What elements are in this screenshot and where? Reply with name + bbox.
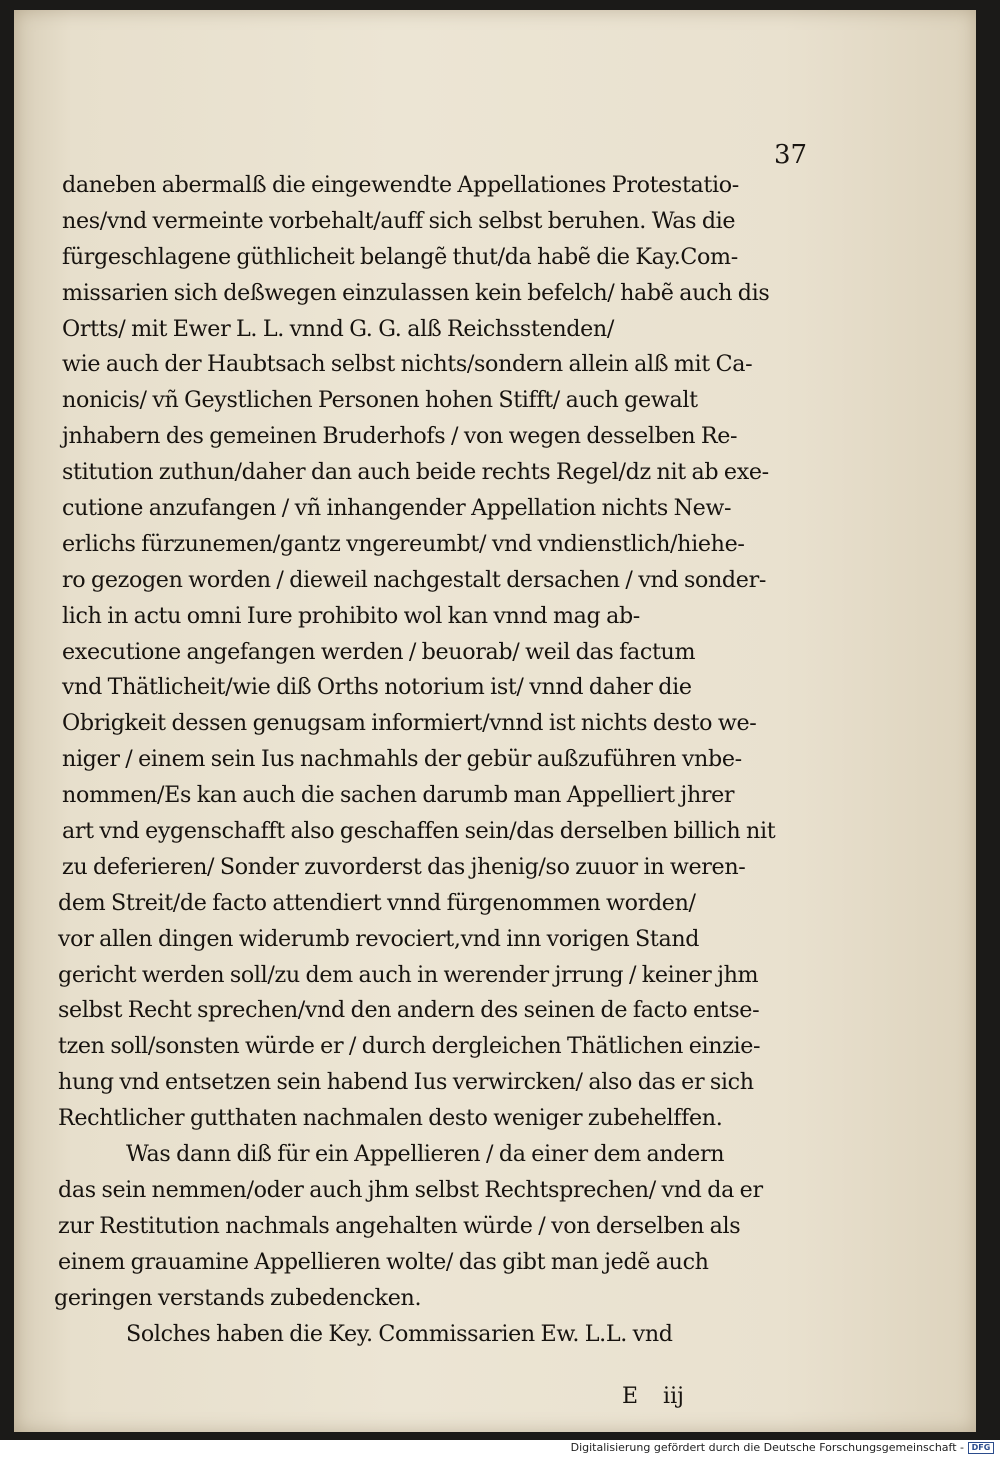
text-line: art vnd eygenschafft also geschaffen sein/das derselben billich nit: [62, 818, 776, 845]
text-line: vor allen dingen widerumb revociert,vnd inn vorigen Stand: [58, 925, 700, 952]
text-line: gericht werden soll/zu dem auch in werender jrrung / keiner jhm: [58, 961, 759, 988]
text-line: Obrigkeit dessen genugsam informiert/vnnd ist nichts desto we-: [62, 710, 757, 737]
footer-bar: [0, 1440, 1000, 1457]
text-line: stitution zuthun/daher dan auch beide rechts Regel/dz nit ab exe-: [62, 459, 769, 486]
text-line: fürgeschlagene güthlicheit belangẽ thut/da habẽ die Kay.Com-: [62, 243, 738, 270]
text-line: das sein nemmen/oder auch jhm selbst Rechtsprechen/ vnd da er: [58, 1176, 763, 1203]
text-line: zur Restitution nachmals angehalten würde / von derselben als: [58, 1212, 741, 1239]
text-line: erlichs fürzunemen/gantz vngereumbt/ vnd vndienstlich/hiehe-: [62, 530, 745, 557]
text-line: nonicis/ vñ Geystlichen Personen hohen Stifft/ auch gewalt: [62, 387, 698, 414]
text-line: geringen verstands zubedencken.: [54, 1284, 422, 1311]
paragraph-start-line: Was dann diß für ein Appellieren / da einer dem andern: [126, 1141, 725, 1168]
text-line: hung vnd entsetzen sein habend Ius verwircken/ also das er sich: [58, 1069, 754, 1096]
text-line: niger / einem sein Ius nachmahls der gebür außzuführen vnbe-: [62, 746, 742, 773]
text-line: cutione anzufangen / vñ inhangender Appellation nichts New-: [62, 495, 732, 522]
funding-credit: Digitalisierung gefördert durch die Deutsche Forschungsgemeinschaft -: [570, 1441, 964, 1454]
book-page: [14, 10, 976, 1432]
text-line: selbst Recht sprechen/vnd den andern des seinen de facto entse-: [58, 997, 760, 1024]
text-line: nes/vnd vermeinte vorbehalt/auff sich selbst beruhen. Was die: [62, 207, 736, 234]
text-line: Rechtlicher gutthaten nachmalen desto weniger zubehelffen.: [58, 1105, 723, 1132]
text-line: einem grauamine Appellieren wolte/ das gibt man jedẽ auch: [58, 1248, 709, 1275]
text-line: tzen soll/sonsten würde er / durch dergleichen Thätlichen einzie-: [58, 1033, 761, 1060]
text-line: jnhabern des gemeinen Bruderhofs / von wegen desselben Re-: [62, 423, 738, 450]
dfg-logo: DFG: [968, 1442, 994, 1454]
catchword-signature: E iij: [622, 1384, 684, 1409]
text-line: vnd Thätlicheit/wie diß Orths notorium ist/ vnnd daher die: [62, 674, 692, 701]
paragraph-start-line: Solches haben die Key. Commissarien Ew. L.L. vnd: [126, 1320, 673, 1347]
text-line: Ortts/ mit Ewer L. L. vnnd G. G. alß Reichsstenden/: [62, 315, 614, 342]
page-number: 37: [774, 140, 808, 170]
body-text: [54, 168, 854, 1352]
text-line: daneben abermalß die eingewendte Appellationes Protestatio-: [62, 172, 739, 198]
text-line: ro gezogen worden / dieweil nachgestalt dersachen / vnd sonder-: [62, 566, 766, 593]
text-line: zu deferieren/ Sonder zuvorderst das jhenig/so zuuor in weren-: [62, 853, 746, 880]
text-line: missarien sich deßwegen einzulassen kein befelch/ habẽ auch dis: [62, 279, 770, 306]
text-line: executione angefangen werden / beuorab/ weil das factum: [62, 638, 696, 665]
text-line: lich in actu omni Iure prohibito wol kan vnnd mag ab-: [62, 602, 640, 629]
text-line: nommen/Es kan auch die sachen darumb man Appelliert jhrer: [62, 782, 735, 809]
text-line: dem Streit/de facto attendiert vnnd fürgenommen worden/: [58, 889, 696, 916]
text-line: wie auch der Haubtsach selbst nichts/sondern allein alß mit Ca-: [62, 351, 753, 378]
